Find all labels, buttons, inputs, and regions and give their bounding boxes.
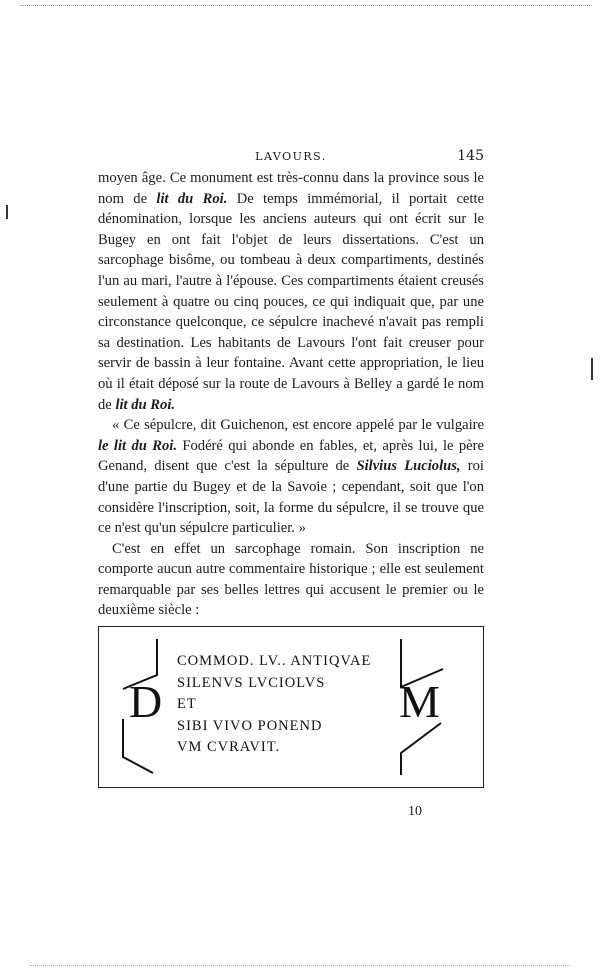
text-segment: Fodéré qui abonde en fables, et, après lui, le père Genand, disent que c'est la sépulture de [98, 437, 484, 475]
text-segment: De temps immémorial, il portait cette dénomination, lorsque les anciens auteurs qui ont écrit sur le Bugey en ont fait l'objet de leurs dissertations. C'est un sarcophage bisôme, ou tombeau à deux compartiments, destinés l'un au mari, l'autre à l'épouse. Ces compartiments étaient creusés seulement à quatre ou cinq pouces, ce qui indiquait que, par une circonstance quelconque, ce sépulcre inachevé n'avait pas rempli sa destination. Les habitants de Lavours l'ont fait creuser pour servir de bassin à leur fontaine. Avant cette appropriation, le lieu où il était déposé sur la route de Lavours à Belley a gardé le nom de [98, 190, 484, 413]
right-edge-mark [591, 358, 593, 380]
inscription-frame [98, 626, 484, 788]
italic-segment: Silvius Luciolus, [356, 458, 461, 475]
italic-segment: lit du Roi. [156, 190, 228, 207]
top-edge-dots [20, 5, 592, 7]
running-head: LAVOURS. [255, 150, 327, 163]
bottom-edge-dots [30, 965, 570, 967]
text-segment: C'est en effet un sarcophage romain. Son inscription ne comporte aucun autre commentaire historique ; elle est seulement remarquable par ses belles lettres qui accusent le premier ou le deuxième siècle : [98, 540, 484, 619]
page-number: 145 [457, 148, 484, 164]
italic-segment: le lit du Roi. [98, 437, 177, 454]
inscription-line: COMMOD. LV.. ANTIQVAE [177, 653, 372, 669]
left-edge-mark [6, 205, 8, 219]
body-text [98, 168, 484, 621]
inscription-line: VM CVRAVIT. [177, 739, 281, 755]
paragraph [98, 168, 484, 415]
italic-segment: lit du Roi. [115, 396, 176, 413]
page-header [98, 148, 484, 166]
inscription-line: SIBI VIVO PONEND [177, 717, 323, 734]
inscription-text [177, 651, 371, 759]
text-segment: roi d'une partie du Bugey et de la Savoie ; cependant, soit que l'on considère l'inscription, soit, la forme du sépulcre, il se trouve que ce n'est qu'un sépulcre particulier. » [98, 458, 484, 537]
inscription-line: SILENVS LVCIOLVS [177, 674, 326, 691]
paragraph [98, 415, 484, 539]
inscription-line: ET [177, 696, 197, 712]
text-segment: « Ce sépulcre, dit Guichenon, est encore appelé par le vulgaire [112, 417, 484, 434]
letter-m: M [399, 676, 440, 727]
paragraph [98, 539, 484, 621]
signature-mark: 10 [408, 804, 422, 819]
letter-d: D [129, 676, 163, 727]
text-segment: moyen âge. Ce monument est très-connu dans la province sous le nom de [98, 170, 484, 207]
